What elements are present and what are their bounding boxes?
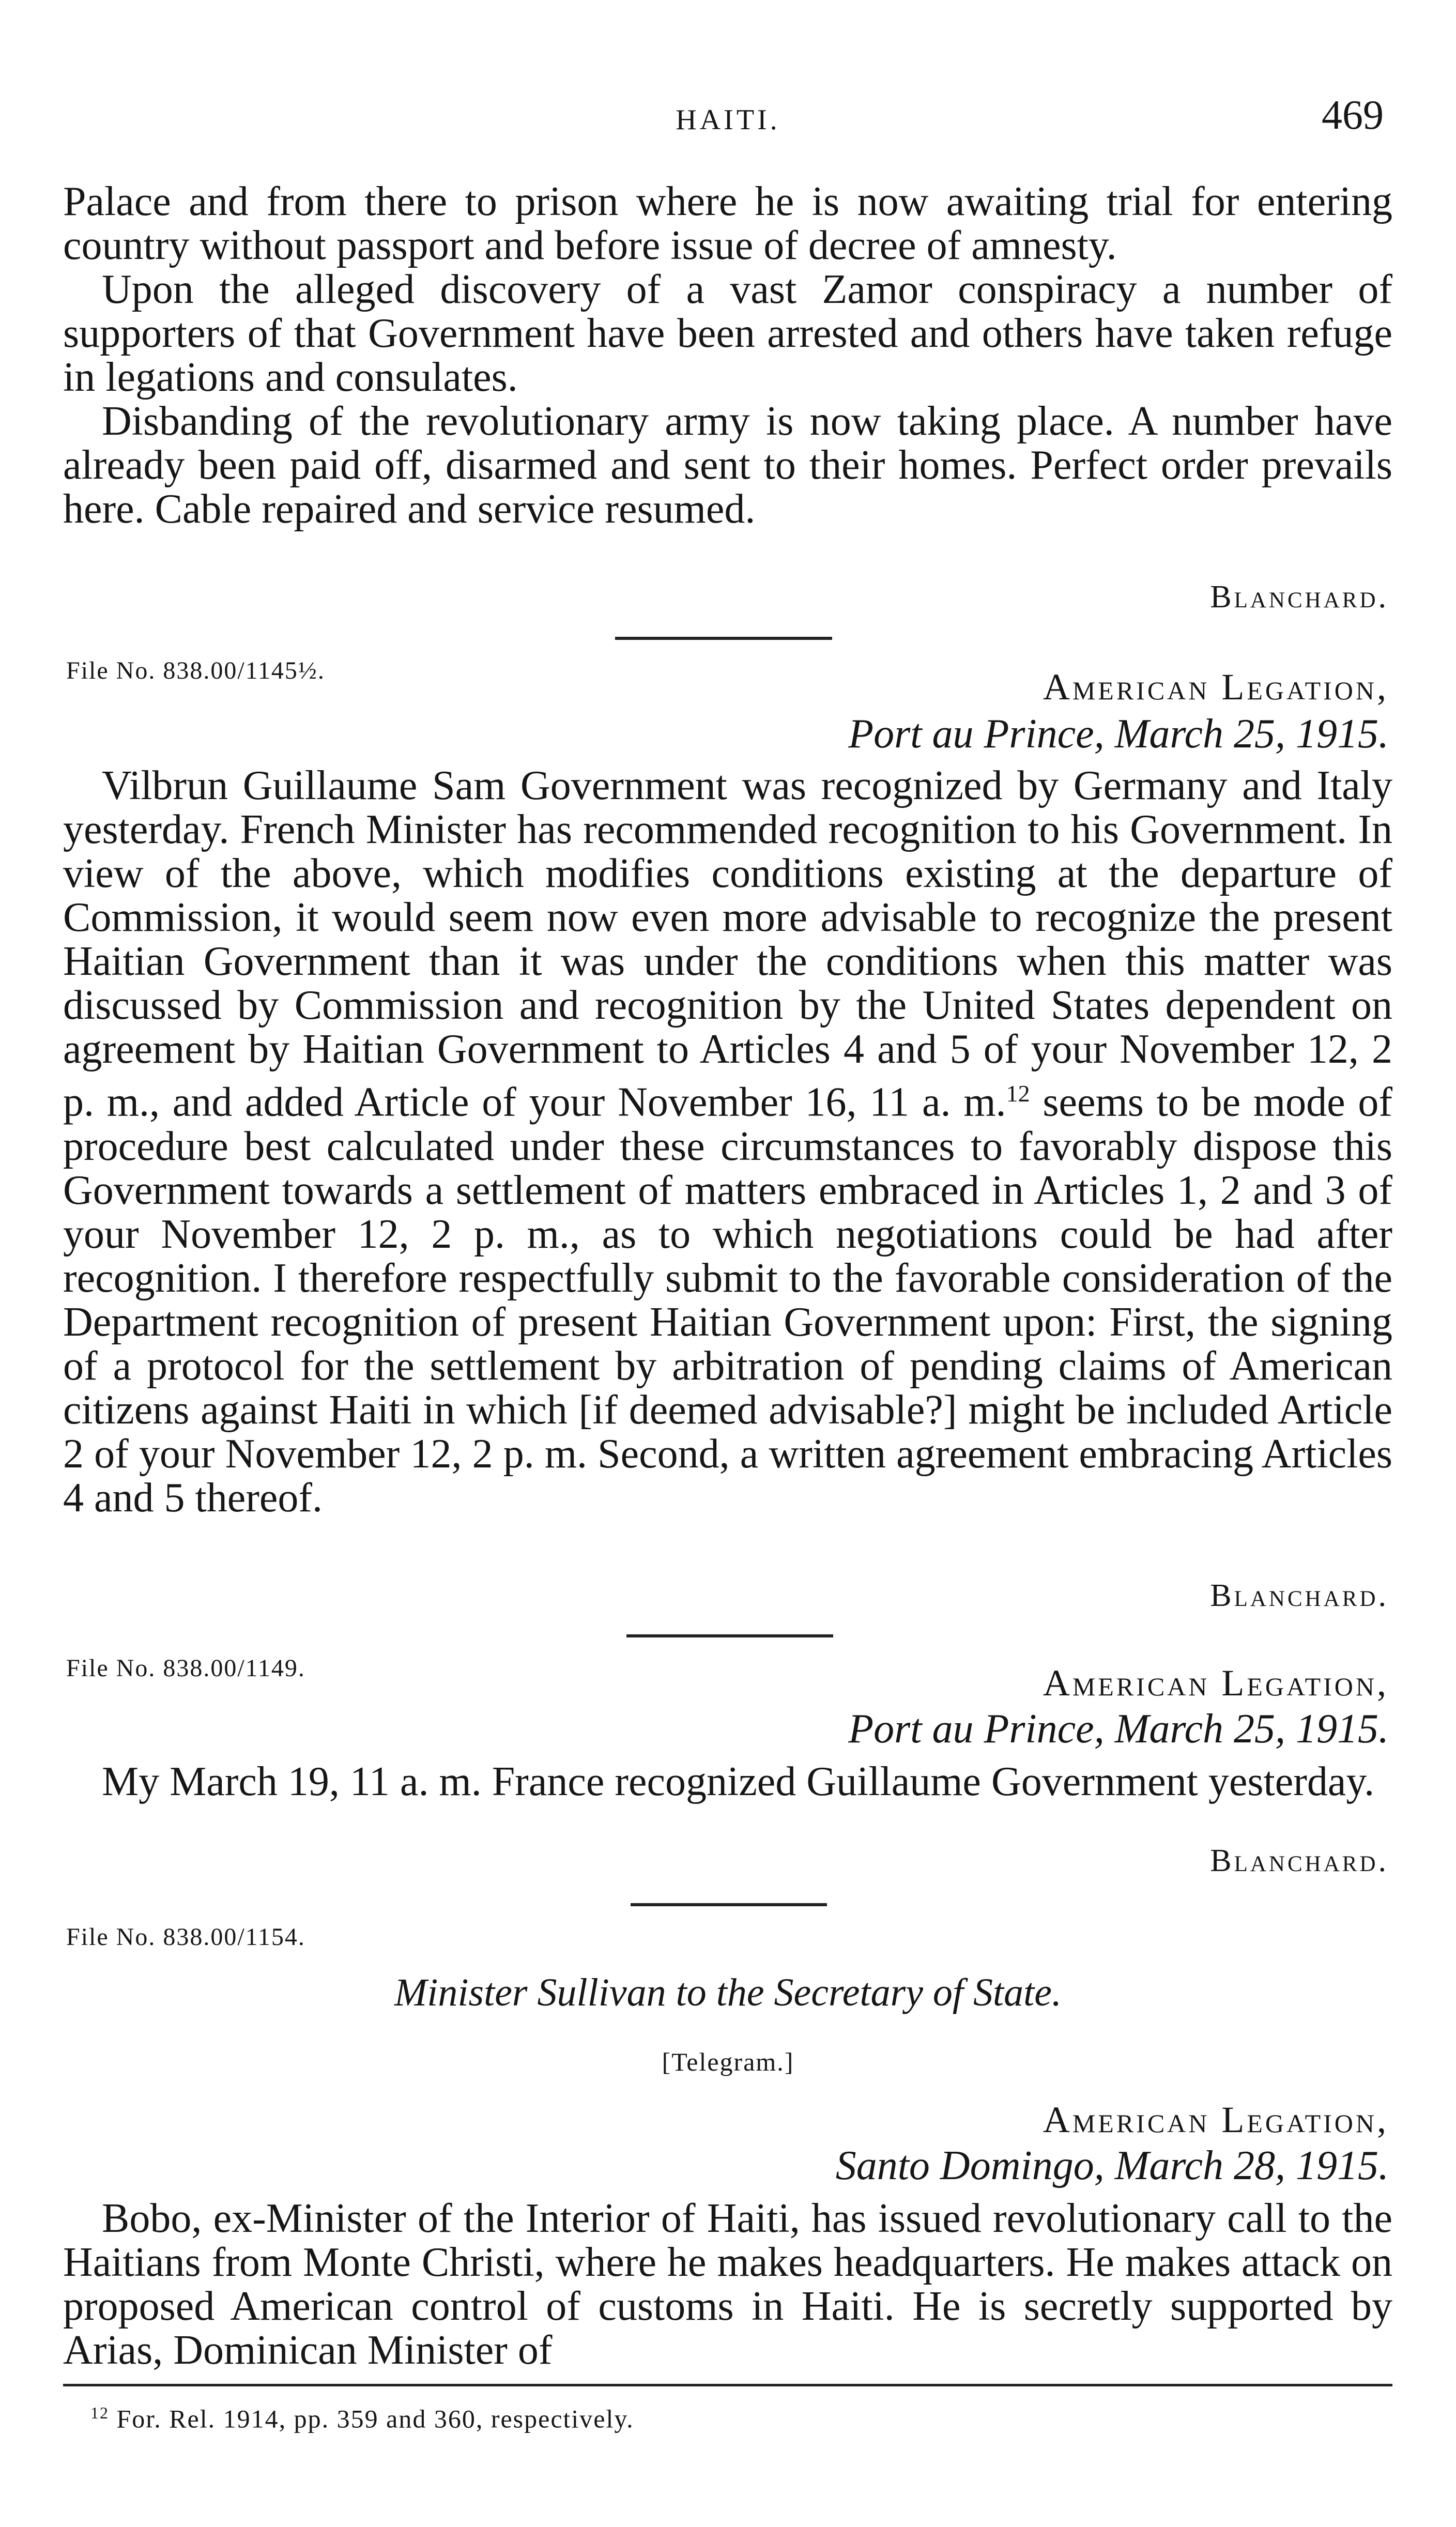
body-text: Vilbrun Guillaume Sam Government was recognized by Germany and Italy yesterday. French Minister has recommended recognition to his Government. In view of the above, which modifies conditions existing at the departure of Commission, it would seem now even more advisable to recognize the present Haitian Government than it was under the conditions when this matter was discussed by Commission and recognition by the United States dependent on agreement by Haitian Government to Articles 4 and 5 of your November 12, 2 p. m., and added Article of your November 16, 11 a. m.: [63, 763, 1392, 1125]
footnote-divider: [63, 2384, 1392, 2386]
footnote-text: For. Rel. 1914, pp. 359 and 360, respectively.: [109, 2404, 634, 2433]
document-body: [63, 2197, 1392, 2372]
intro-text: [63, 180, 1392, 531]
file-number: File No. 838.00/1149.: [66, 1655, 305, 1682]
telegram-label: [Telegram.]: [662, 2047, 794, 2076]
place-date: Santo Domingo, March 28, 1915.: [835, 2143, 1389, 2188]
signature: Blanchard.: [1210, 579, 1389, 615]
document-body: [63, 764, 1392, 1520]
file-number: File No. 838.00/1145½.: [66, 657, 325, 684]
body-text: My March 19, 11 a. m. France recognized Guillaume Government yesterday.: [102, 1759, 1375, 1804]
intro-paragraph: Palace and from there to prison where he is now awaiting trial for entering country without passport and before issue of decree of amnesty.: [63, 179, 1392, 268]
footnote: [90, 2403, 634, 2434]
body-text: Bobo, ex-Minister of the Interior of Haiti, has issued revolutionary call to the Haitians from Monte Christi, where he makes headquarters. He makes attack on proposed American control of customs in Haiti. He is secretly supported by Arias, Dominican Minister of: [63, 2196, 1392, 2373]
document-heading: Minister Sullivan to the Secretary of State.: [394, 1971, 1062, 2014]
legation-line: American Legation,: [1043, 666, 1389, 708]
legation-line: American Legation,: [1043, 2099, 1389, 2140]
footnote-number: 12: [90, 2403, 109, 2422]
file-number: File No. 838.00/1154.: [66, 1923, 305, 1951]
divider: [631, 1903, 827, 1906]
page-number: 469: [1322, 93, 1384, 138]
divider: [615, 637, 832, 640]
intro-paragraph: Disbanding of the revolutionary army is now taking place. A number have already been paid off, disarmed and sent to their homes. Perfect order prevails here. Cable repaired and service resumed.: [63, 399, 1392, 532]
signature: Blanchard.: [1210, 1578, 1389, 1613]
running-header: HAITI.: [676, 104, 780, 136]
body-text: seems to be mode of procedure best calculated under these circumstances to favorably dispose this Government towards a settlement of matters embraced in Articles 1, 2 and 3 of your November 12, 2 p. m., as to which negotiations could be had after recognition. I therefore respectfully submit to the favorable consideration of the Department recognition of present Haitian Government upon: First, the signing of a protocol for the settlement by arbitration of pending claims of American citizens against Haiti in which [if deemed advisable?] might be included Article 2 of your November 12, 2 p. m. Second, a written agreement embracing Articles 4 and 5 thereof.: [63, 1079, 1392, 1521]
document-body: [63, 1760, 1392, 1804]
place-date: Port au Prince, March 25, 1915.: [848, 1706, 1389, 1752]
legation-line: American Legation,: [1043, 1662, 1389, 1704]
intro-paragraph: Upon the alleged discovery of a vast Zamor conspiracy a number of supporters of that Government have been arrested and others have taken refuge in legations and consulates.: [63, 267, 1392, 400]
signature: Blanchard.: [1210, 1843, 1389, 1878]
divider: [626, 1634, 833, 1637]
footnote-reference: 12: [1006, 1080, 1030, 1107]
place-date: Port au Prince, March 25, 1915.: [848, 711, 1389, 757]
